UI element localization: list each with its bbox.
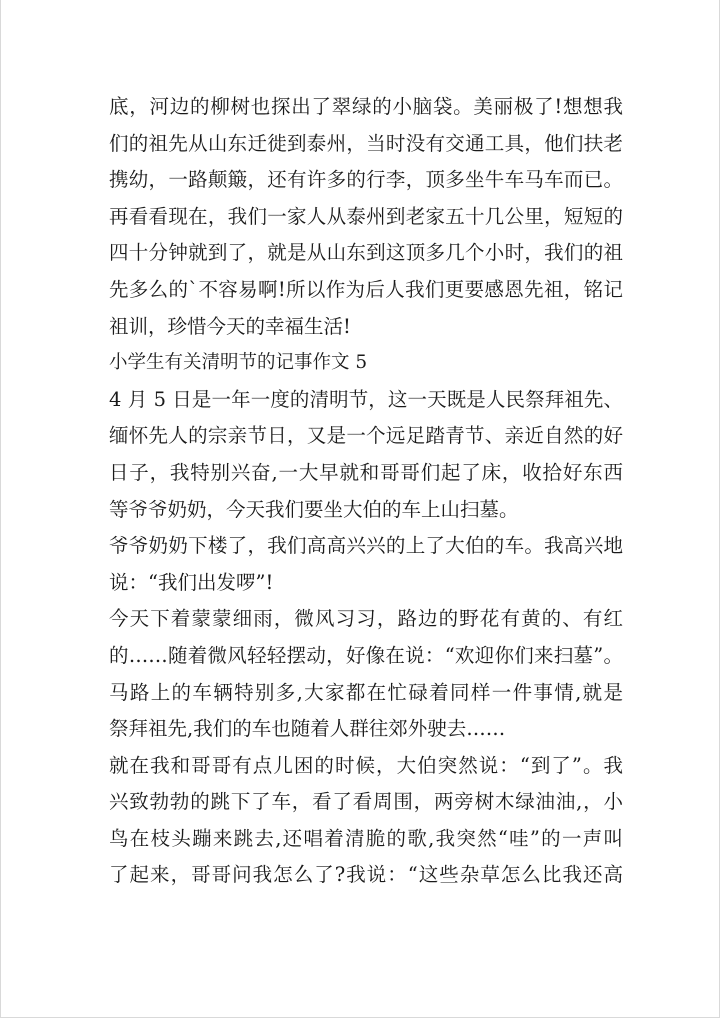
text-line: 就在我和哥哥有点儿困的时候，大伯突然说：“到了”。我 <box>109 753 623 777</box>
text-line: 4 月 5 日是一年一度的清明节，这一天既是人民祭拜祖先、 <box>109 387 623 411</box>
text-line: 兴致勃勃的跳下了车，看了看周围，两旁树木绿油油,，小 <box>109 790 623 814</box>
text-line: 等爷爷奶奶，今天我们要坐大伯的车上山扫墓。 <box>109 497 519 521</box>
text-line: 说：“我们出发啰”! <box>109 570 274 594</box>
text-line: 先多么的`不容易啊!所以作为后人我们更要感恩先祖，铭记 <box>109 277 623 301</box>
text-line: 马路上的车辆特别多,大家都在忙碌着同样一件事情,就是 <box>109 680 623 704</box>
text-line: 祖训，珍惜今天的幸福生活! <box>109 314 351 338</box>
text-line: 今天下着蒙蒙细雨，微风习习，路边的野花有黄的、有红 <box>109 607 623 631</box>
text-line: 祭拜祖先,我们的车也随着人群往郊外驶去…… <box>109 717 506 741</box>
text-line: 缅怀先人的宗亲节日，又是一个远足踏青节、亲近自然的好 <box>109 424 623 448</box>
text-line: 鸟在枝头蹦来跳去,还唱着清脆的歌,我突然“哇”的一声叫 <box>109 826 623 850</box>
text-line: 再看看现在，我们一家人从泰州到老家五十几公里，短短的 <box>109 204 623 228</box>
text-line: 的……随着微风轻轻摆动，好像在说：“欢迎你们来扫墓”。 <box>109 643 623 667</box>
section-heading: 小学生有关清明节的记事作文 5 <box>109 352 368 374</box>
text-line: 底，河边的柳树也探出了翠绿的小脑袋。美丽极了!想想我 <box>109 95 623 118</box>
text-line: 携幼，一路颠簸，还有许多的行李，顶多坐牛车马车而已。 <box>109 168 623 192</box>
document-body <box>109 89 623 894</box>
text-line: 四十分钟就到了，就是从山东到这顶多几个小时，我们的祖 <box>109 241 623 265</box>
text-line: 了起来，哥哥问我怎么了?我说：“这些杂草怎么比我还高 <box>109 863 623 887</box>
text-line: 们的祖先从山东迁徙到泰州，当时没有交通工具，他们扶老 <box>109 131 623 155</box>
text-line: 日子，我特别兴奋,一大早就和哥哥们起了床，收拾好东西 <box>109 460 623 484</box>
text-line: 爷爷奶奶下楼了，我们高高兴兴的上了大伯的车。我高兴地 <box>109 534 623 558</box>
